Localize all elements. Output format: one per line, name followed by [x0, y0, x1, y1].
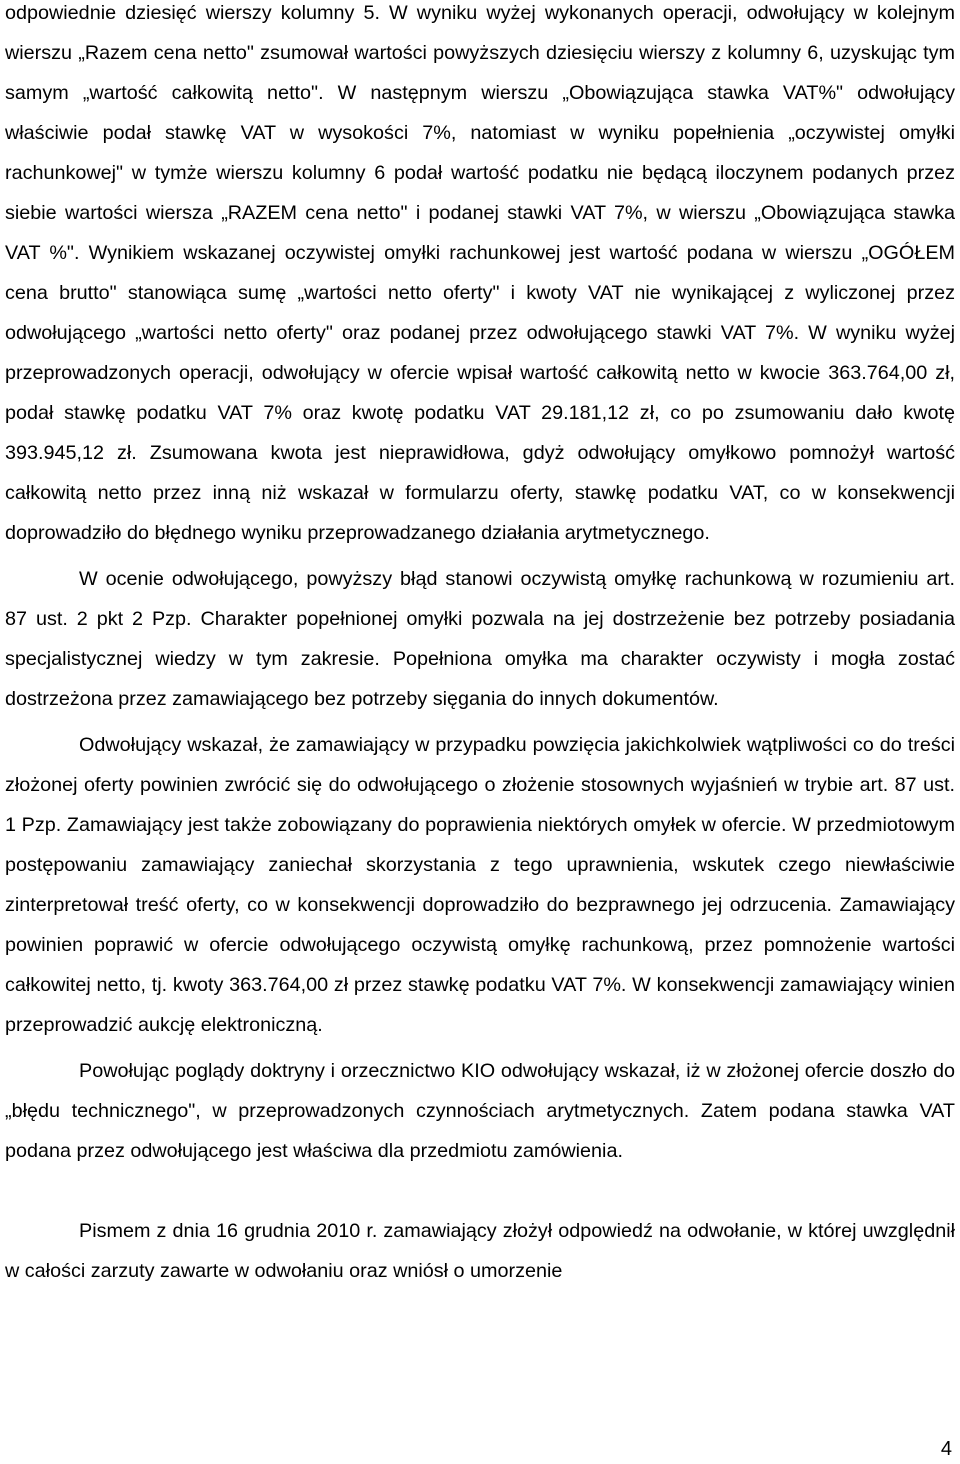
paragraph-5: Pismem z dnia 16 grudnia 2010 r. zamawiający złożył odpowiedź na odwołanie, w której uwzględnił w całości zarzuty zawarte w odwołaniu oraz wniósł o umorzenie	[5, 1220, 955, 1282]
paragraph-1: odpowiednie dziesięć wierszy kolumny 5. W wyniku wyżej wykonanych operacji, odwołujący w kolejnym wierszu „Razem cena netto" zsumował wartości powyższych dziesięciu wierszy z kolumny 6, uzyskując tym samym „wartość całkowitą netto". W następnym wierszu „Obowiązująca stawka VAT%" odwołujący właściwie podał stawkę VAT w wysokości 7%, natomiast w wyniku popełnienia „oczywistej omyłki rachunkowej" w tymże wierszu kolumny 6 podał wartość podatku nie będącą iloczynem podanych przez siebie wartości wiersza „RAZEM cena netto" i podanej stawki VAT 7%, w wierszu „Obowiązująca stawka VAT %". Wynikiem wskazanej oczywistej omyłki rachunkowej jest wartość podana w wierszu „OGÓŁEM cena brutto" stanowiąca sumę „wartości netto oferty" i kwoty VAT nie wynikającej z wyliczonej przez odwołującego „wartości netto oferty" oraz podanej przez odwołującego stawki VAT 7%. W wyniku wyżej przeprowadzonych operacji, odwołujący w ofercie wpisał wartość całkowitą netto w kwocie 363.764,00 zł, podał stawkę podatku VAT 7% oraz kwotę podatku VAT 29.181,12 zł, co po zsumowaniu dało kwotę 393.945,12 zł. Zsumowana kwota jest nieprawidłowa, gdyż odwołujący omyłkowo pomnożył wartość całkowitą netto przez inną niż wskazał w formularzu oferty, stawkę podatku VAT, co w konsekwencji doprowadziło do błędnego wyniku przeprowadzanego działania arytmetycznego.	[5, 2, 955, 544]
paragraph-2: W ocenie odwołującego, powyższy błąd stanowi oczywistą omyłkę rachunkową w rozumieniu art. 87 ust. 2 pkt 2 Pzp. Charakter popełnionej omyłki pozwala na jej dostrzeżenie bez potrzeby posiadania specjalistycznej wiedzy w tym zakresie. Popełniona omyłka ma charakter oczywisty i mogła zostać dostrzeżona przez zamawiającego bez potrzeby sięgania do innych dokumentów.	[5, 568, 955, 710]
page-number: 4	[940, 1438, 952, 1460]
paragraph-4: Powołując poglądy doktryny i orzecznictwo KIO odwołujący wskazał, iż w złożonej ofercie doszło do „błędu technicznego", w przeprowadzonych czynnościach arytmetycznych. Zatem podana stawka VAT podana przez odwołującego jest właściwa dla przedmiotu zamówienia.	[5, 1060, 955, 1162]
document-page	[5, 0, 955, 1291]
paragraph-3: Odwołujący wskazał, że zamawiający w przypadku powzięcia jakichkolwiek wątpliwości co do treści złożonej oferty powinien zwrócić się do odwołującego o złożenie stosownych wyjaśnień w trybie art. 87 ust. 1 Pzp. Zamawiający jest także zobowiązany do poprawienia niektórych omyłek w ofercie. W przedmiotowym postępowaniu zamawiający zaniechał skorzystania z tego uprawnienia, wskutek czego niewłaściwie zinterpretował treść oferty, co w konsekwencji doprowadziło do bezprawnego jej odrzucenia. Zamawiający powinien poprawić w ofercie odwołującego oczywistą omyłkę rachunkową, przez pomnożenie wartości całkowitej netto, tj. kwoty 363.764,00 zł przez stawkę podatku VAT 7%. W konsekwencji zamawiający winien przeprowadzić aukcję elektroniczną.	[5, 734, 955, 1036]
